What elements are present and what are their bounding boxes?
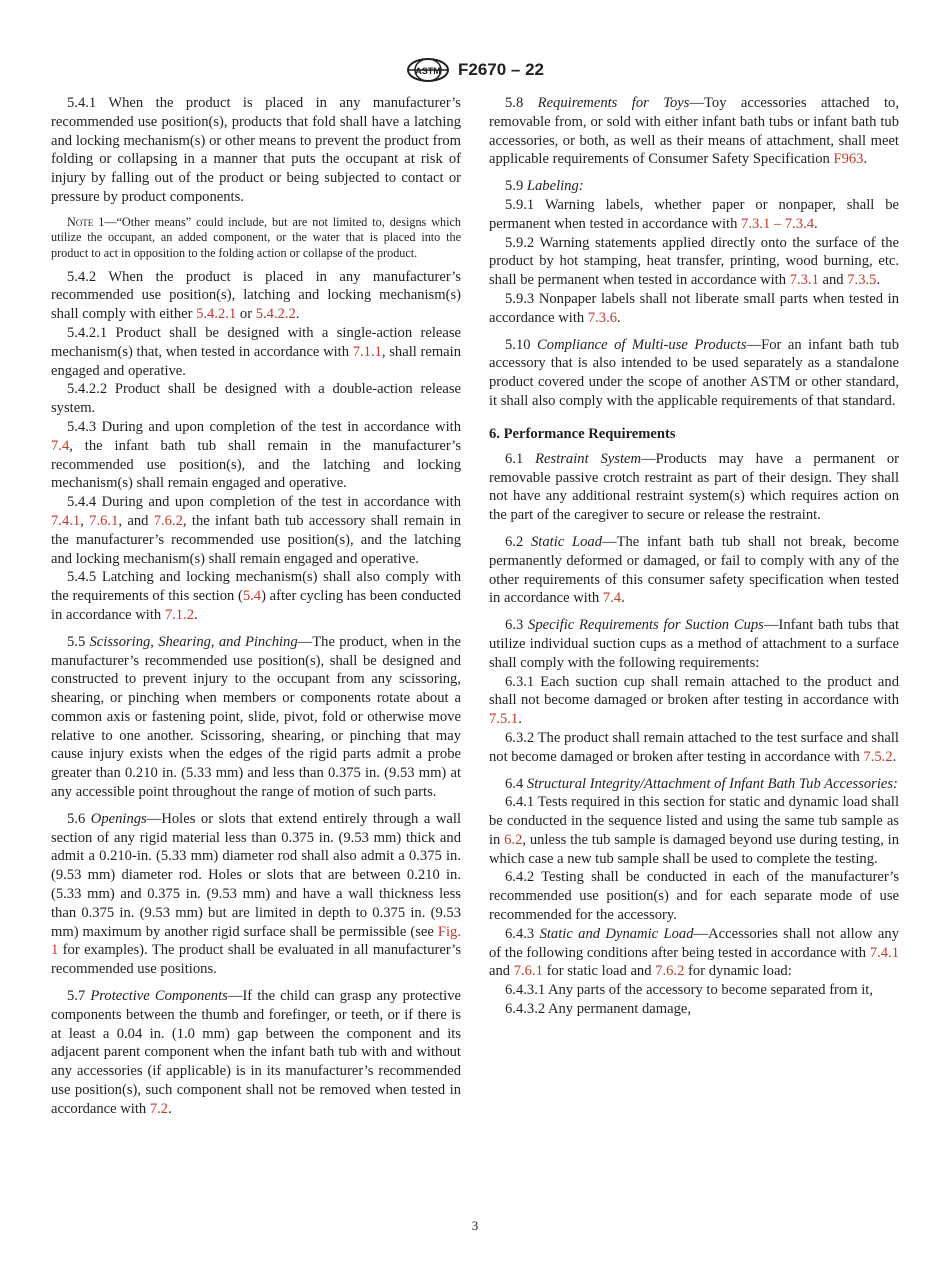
para-5-4-2-1: 5.4.2.1 Product shall be designed with a single-action release mechanism(s) that, when tested in accordance with 7.1.1, shall remain engaged and operative. bbox=[51, 324, 461, 379]
link-7-5-1[interactable]: 7.5.1 bbox=[489, 711, 519, 728]
para-5-4-4: 5.4.4 During and upon completion of the test in accordance with 7.4.1, 7.6.1, and 7.6.2, the infant bath tub accessory shall remain in the manufacturer’s recommended use position(s), and the latching and locking mechanism(s) shall remain engaged and operative. bbox=[51, 494, 461, 567]
para-5-10: 5.10 Compliance of Multi-use Products—For an infant bath tub accessory that is also intended to be used separately as a standalone product covered under the scope of another ASTM or other standard, it shall also comply with the applicable requirements of that standard. bbox=[489, 336, 900, 409]
link-fig-1[interactable]: Fig. 1 bbox=[51, 923, 461, 959]
para-5-4-2: 5.4.2 When the product is placed in any manufacturer’s recommended use position(s), latching and locking mechanism(s) shall comply with either 5.4.2.1 or 5.4.2.2. bbox=[51, 268, 461, 323]
section-6-heading: 6. Performance Requirements bbox=[489, 425, 676, 442]
right-column bbox=[489, 94, 899, 1019]
link-7-4-b[interactable]: 7.4 bbox=[602, 590, 622, 607]
para-5-4-2-2: 5.4.2.2 Product shall be designed with a double-action release system. bbox=[51, 381, 461, 417]
link-6-2[interactable]: 6.2 bbox=[504, 831, 523, 848]
astm-logo bbox=[406, 58, 450, 82]
para-5-7: 5.7 Protective Components—If the child can grasp any protective components between the thumb and forefinger, or teeth, or if there is at least a 0.04 in. (1.0 mm) gap between the component and its adjacent parent component when the infant bath tub with and without any accessories (if applicable) is in its manufacturer’s recommended use position(s), such component shall not be removed when tested in accordance with 7.2. bbox=[51, 988, 462, 1117]
document-designation: F2670 – 22 bbox=[457, 60, 544, 79]
para-5-9-2: 5.9.2 Warning statements applied directly onto the surface of the product by hot stamping, heat transfer, printing, wood burning, etc. shall be permanent when tested in accordance with 7.3.1 and 7.3.5. bbox=[489, 234, 899, 289]
para-5-4-5: 5.4.5 Latching and locking mechanism(s) shall also comply with the requirements of this section (5.4) after cycling has been conducted in accordance with 7.1.2. bbox=[51, 569, 461, 623]
para-6-3-2: 6.3.2 The product shall remain attached to the test surface and shall not become damaged or broken after testing in accordance with 7.5.2. bbox=[489, 729, 899, 765]
para-5-8: 5.8 Requirements for Toys—Toy accessories attached to, removable from, or sold with either infant bath tubs or infant bath tub accessories, or both, as well as their means of attachment, shall meet applicable requirements of Consumer Safety Specification F963. bbox=[489, 95, 899, 168]
para-5-6: 5.6 Openings—Holes or slots that extend entirely through a wall section of any rigid material less than 0.375 in. (9.53 mm) thick and admit a 0.210-in. (5.33 mm) diameter rod shall also admit a 0.375 in. (9.53 mm) diameter rod. Holes or slots that are between 0.210 in. (5.33 mm) and 0.375 in. (9.53 mm) and have a wall thickness less than 0.375 in. (9.53 mm) but are limited in depth to 0.375 in. (9.53 mm) maximum by another rigid surface shall be permissible (see Fig. 1 for examples). The product shall be evaluated in all manufacturer’s recommended use positions. bbox=[51, 810, 462, 978]
para-5-4-1: 5.4.1 When the product is placed in any manufacturer’s recommended use position(s), products that fold shall have a latching and locking mechanism(s) or other means to prevent the product from folding or collapsing in a manner that puts the occupant at risk of injury by falling out of the product or being subjected to contact or pressure by product components. bbox=[51, 95, 461, 205]
para-6-4-2: 6.4.2 Testing shall be conducted in each of the manufacturer’s recommended use position(s) and for each separate mode of use recommended for the accessory. bbox=[489, 869, 899, 924]
link-5-4-2-2[interactable]: 5.4.2.2 bbox=[255, 306, 296, 323]
link-7-6-2[interactable]: 7.6.2 bbox=[153, 512, 183, 529]
link-7-2[interactable]: 7.2 bbox=[149, 1100, 169, 1117]
para-6-4-3-2: 6.4.3.2 Any permanent damage, bbox=[505, 1001, 692, 1018]
link-7-1-2[interactable]: 7.1.2 bbox=[164, 606, 195, 623]
page-header bbox=[0, 58, 950, 84]
para-6-3-1: 6.3.1 Each suction cup shall remain attached to the product and shall not become damaged or broken after testing in accordance with 7.5.1. bbox=[489, 673, 899, 728]
logo-lettering: ASTM bbox=[415, 66, 441, 76]
para-6-4: 6.4 Structural Integrity/Attachment of Infant Bath Tub Accessories: bbox=[505, 775, 898, 792]
link-7-4[interactable]: 7.4 bbox=[51, 437, 70, 454]
link-5-4-2-1[interactable]: 5.4.2.1 bbox=[196, 306, 237, 323]
para-6-4-3: 6.4.3 Static and Dynamic Load—Accessories shall not allow any of the following conditions after being tested in accordance with 7.4.1 and 7.6.1 for static load and 7.6.2 for dynamic load: bbox=[489, 925, 899, 980]
link-7-3-1-7-3-4[interactable]: 7.3.1 – 7.3.4 bbox=[741, 215, 815, 232]
left-column bbox=[51, 94, 461, 1119]
link-7-6-2-b[interactable]: 7.6.2 bbox=[655, 963, 685, 980]
para-6-2: 6.2 Static Load—The infant bath tub shall not break, become permanently deformed or damaged, or fail to comply with any of the other requirements of this consumer safety specification when tested in accordance with 7.4. bbox=[489, 533, 899, 607]
para-5-9-3: 5.9.3 Nonpaper labels shall not liberate small parts when tested in accordance with 7.3.6. bbox=[489, 290, 899, 326]
link-7-1-1[interactable]: 7.1.1 bbox=[352, 343, 382, 360]
para-6-4-3-1: 6.4.3.1 Any parts of the accessory to become separated from it, bbox=[505, 982, 873, 999]
note-label: Note 1 bbox=[67, 214, 105, 229]
link-5-4[interactable]: 5.4 bbox=[242, 588, 262, 605]
link-7-4-1[interactable]: 7.4.1 bbox=[51, 512, 81, 529]
link-f963[interactable]: F963 bbox=[833, 151, 864, 168]
para-5-9-1: 5.9.1 Warning labels, whether paper or nonpaper, shall be permanent when tested in accordance with 7.3.1 – 7.3.4. bbox=[489, 196, 899, 232]
para-5-4-3: 5.4.3 During and upon completion of the test in accordance with 7.4, the infant bath tub shall remain in the manufacturer’s recommended use position(s), and the latching and locking mechanism(s) shall remain engaged and operative. bbox=[51, 418, 461, 492]
link-7-3-5[interactable]: 7.3.5 bbox=[847, 272, 877, 289]
para-6-3: 6.3 Specific Requirements for Suction Cups—Infant bath tubs that utilize individual suction cups as a method of attachment to a surface shall comply with the following requirements: bbox=[489, 617, 899, 671]
para-6-1: 6.1 Restraint System—Products may have a permanent or removable passive crotch restraint as part of their design. They shall not have any additional restraint system(s) which requires action on the part of the caregiver to secure or release the restraint. bbox=[489, 450, 900, 524]
note-1: Note 1—“Other means” could include, but are not limited to, designs which utilize the occupant, an added component, or the water that is placed into the product to act in opposition to the folding action or collapse of the product. bbox=[51, 214, 462, 260]
link-7-6-1[interactable]: 7.6.1 bbox=[89, 512, 119, 529]
link-7-4-1-b[interactable]: 7.4.1 bbox=[869, 944, 899, 961]
link-7-3-1[interactable]: 7.3.1 bbox=[789, 272, 819, 289]
link-7-5-2[interactable]: 7.5.2 bbox=[863, 748, 893, 765]
link-7-3-6[interactable]: 7.3.6 bbox=[587, 309, 618, 326]
para-5-5: 5.5 Scissoring, Shearing, and Pinching—The product, when in the manufacturer’s recommended use position(s), shall be designed and constructed to prevent injury to the occupant from any scissoring, shearing, or pinching when members or components rotate about a common axis or fastening point, slide, pivot, fold or otherwise move relative to one another. Scissoring, shearing, or pinching that may cause injury exists when the edges of the rigid parts admit a probe greater than 0.210 in. (5.33 mm) and less than 0.375 in. (9.53 mm) at any accessible point throughout the range of motion of such parts. bbox=[51, 633, 461, 801]
link-7-6-1-b[interactable]: 7.6.1 bbox=[513, 963, 543, 980]
para-5-9: 5.9 Labeling: bbox=[505, 178, 584, 195]
page-number: 3 bbox=[471, 1218, 479, 1233]
para-6-4-1: 6.4.1 Tests required in this section for static and dynamic load shall be conducted in the sequence listed and using the same tub sample as in 6.2, unless the tub sample is damaged beyond use during testing, in which case a new tub sample shall be used to complete the testing. bbox=[489, 794, 900, 867]
